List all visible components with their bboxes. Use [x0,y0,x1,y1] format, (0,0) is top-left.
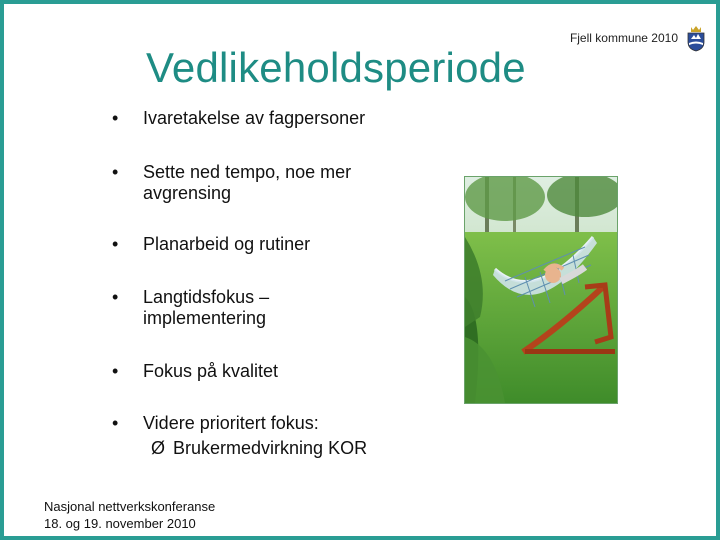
bullet-text: Videre prioritert fokus: [143,413,319,433]
bullet-item [112,234,442,255]
sub-bullet-text: Brukermedvirkning KOR [173,438,368,458]
bullet-marker: • [112,287,119,307]
bullet-text-continued: avgrensing [143,183,232,203]
bullet-marker: • [112,162,119,182]
footer-line: 18. og 19. november 2010 [44,516,196,531]
header-brand [570,24,706,52]
sub-bullet [143,438,442,459]
bullet-item [112,413,442,459]
hammock-photo-art [465,177,617,403]
bullet-item [112,162,442,204]
municipal-crest-icon [686,24,706,52]
bullet-text: Fokus på kvalitet [143,361,279,381]
bullet-text: Ivaretakelse av fagpersoner [143,108,366,128]
bullet-marker: • [112,413,119,433]
bullet-item [112,361,442,382]
bullet-item [112,108,442,129]
bullet-list [112,104,442,459]
footer-line: Nasjonal nettverkskonferanse [44,499,216,514]
hammock-photo [464,176,618,404]
bullet-text-continued: implementering [143,308,267,328]
bullet-marker: • [112,361,119,381]
bullet-item [112,287,442,329]
bullet-text: Planarbeid og rutiner [143,234,311,254]
org-label: Fjell kommune 2010 [569,31,678,45]
slide-title: Vedlikeholdsperiode [146,44,526,91]
bullet-marker: • [112,234,119,254]
bullet-text: Sette ned tempo, noe mer [143,162,352,182]
bullet-text: Langtidsfokus – [143,287,270,307]
bullet-marker: • [112,108,119,128]
footer [44,498,215,532]
arrow-marker-icon: Ø [151,438,166,458]
